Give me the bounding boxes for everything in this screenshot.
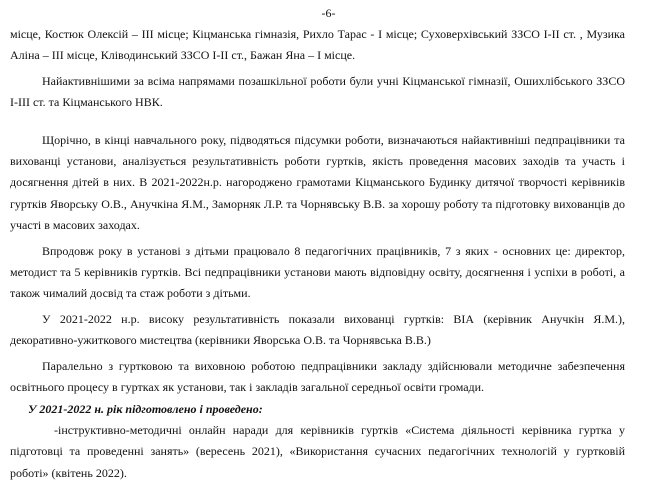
paragraph-methodical-support: Паралельно з гуртковою та виховною роботою педпрацівники закладу здійснювали методичне забезпечення освітнього процесу в гуртках як установи, так і закладів загальної середньої освіти громади. <box>10 358 625 395</box>
page-number: -6- <box>321 6 336 20</box>
paragraph-most-active-students: Найактивнішими за всіма напрямами позашкільної роботи були учні Кіцманської гімназії, Ошихлібського ЗЗСО І-ІІІ ст. та Кіцманського НВК. <box>10 73 625 110</box>
paragraph-staff: Впродовж року в установі з дітьми працювало 8 педагогічних працівників, 7 з яких - основних це: директор, методист та 5 керівників гуртків. Всі педпрацівники установи мають відповідну освіту, досягнення і успіхи в роботі, а також чималий досвід та стаж роботи з дітьми. <box>10 243 625 301</box>
paragraph-competition-results: місце, Костюк Олексій – ІІІ місце; Кіцманська гімназія, Рихло Тарас - І місце; Суховерхівський ЗЗСО І-ІІ ст. , Музика Аліна – ІІІ місце, Кліводинський ЗЗСО І-ІІ ст., Бажан Яна – І місце. <box>10 27 625 63</box>
paragraph-online-meetings: -інструктивно-методичні онлайн наради для керівників гуртків «Система діяльності керівника гуртка у підготовці та проведенні занять» (вересень 2021), «Використання сучасних педагогічних технологій у гуртковій роботі» (квітень 2022). <box>10 422 625 480</box>
section-heading-conducted: У 2021-2022 н. рік підготовлено і проведено: <box>28 401 263 416</box>
document-body <box>10 24 625 484</box>
paragraph-annual-results: Щорічно, в кінці навчального року, підводяться підсумки роботи, визначаються найактивніші педпрацівники та вихованці установи, аналізується результативність роботи гуртків, якість проведення масових заходів та участь і досягнення дітей в них. В 2021-2022н.р. нагороджено грамотами Кіцманського Будинку дитячої творчості керівників гуртків Яворську О.В., Анучкіна Я.М., Заморняк Л.Р. та Чорнявську В.В. за хорошу роботу та підготовку вихованців до участі в масових заходах. <box>10 132 625 233</box>
paragraph-high-performance: У 2021-2022 н.р. високу результативність показали вихованці гуртків: ВІА (керівник Анучкін Я.М.), декоративно-ужиткового мистецтва (керівники Яворська О.В. та Чорнявська В.В.) <box>10 311 625 348</box>
